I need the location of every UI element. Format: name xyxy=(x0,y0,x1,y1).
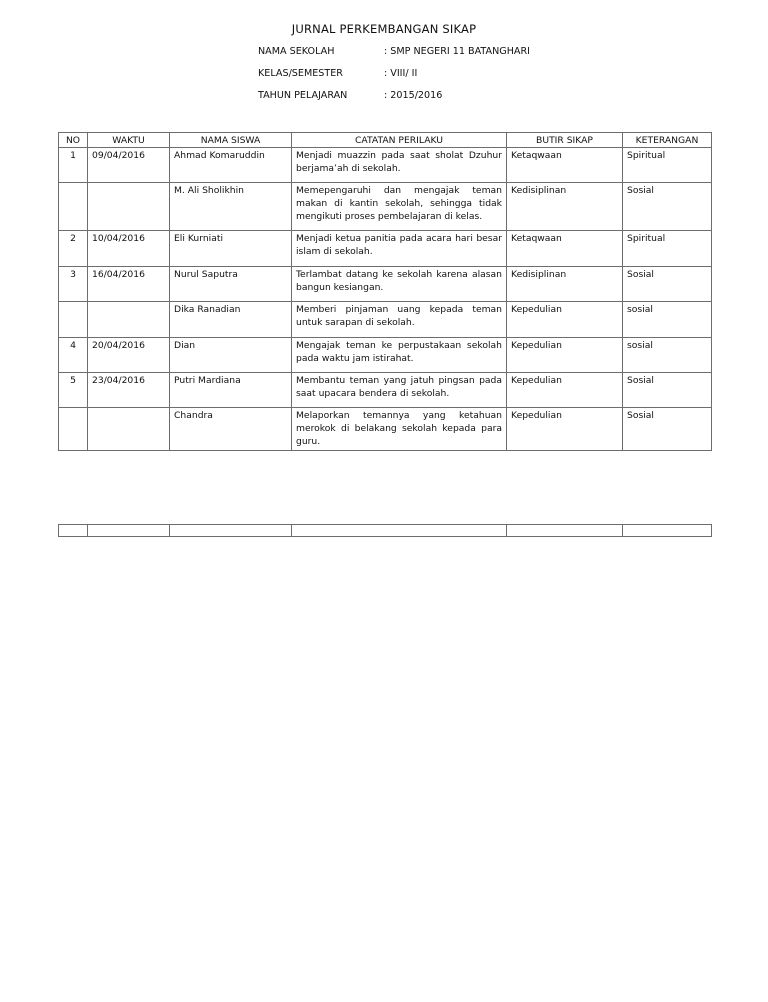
empty-cell xyxy=(88,525,170,537)
table-row xyxy=(59,373,712,408)
cell-nama-siswa: Chandra xyxy=(170,408,292,451)
table-row xyxy=(59,267,712,302)
table-header-row xyxy=(59,133,712,148)
cell-no xyxy=(59,302,88,338)
table-row xyxy=(59,408,712,451)
cell-keterangan: Sosial xyxy=(623,267,712,302)
table-row xyxy=(59,148,712,183)
cell-catatan-perilaku: Menjadi ketua panitia pada acara hari besar islam di sekolah. xyxy=(292,231,507,267)
column-header-catatan-perilaku: CATATAN PERILAKU xyxy=(292,133,507,148)
cell-keterangan: Sosial xyxy=(623,373,712,408)
empty-cell xyxy=(292,525,507,537)
info-label: NAMA SEKOLAH xyxy=(258,46,335,57)
cell-waktu: 23/04/2016 xyxy=(88,373,170,408)
cell-no: 2 xyxy=(59,231,88,267)
cell-butir-sikap: Kepedulian xyxy=(507,338,623,373)
column-header-waktu: WAKTU xyxy=(88,133,170,148)
empty-cell xyxy=(623,525,712,537)
empty-cell xyxy=(170,525,292,537)
cell-nama-siswa: Ahmad Komaruddin xyxy=(170,148,292,183)
cell-waktu xyxy=(88,408,170,451)
info-value: : VIII/ II xyxy=(384,68,418,79)
cell-no: 1 xyxy=(59,148,88,183)
cell-catatan-perilaku: Terlambat datang ke sekolah karena alasan bangun kesiangan. xyxy=(292,267,507,302)
column-header-keterangan: KETERANGAN xyxy=(623,133,712,148)
column-header-nama-siswa: NAMA SISWA xyxy=(170,133,292,148)
cell-keterangan: Spiritual xyxy=(623,148,712,183)
cell-butir-sikap: Kedisiplinan xyxy=(507,183,623,231)
cell-nama-siswa: Dika Ranadian xyxy=(170,302,292,338)
cell-no xyxy=(59,408,88,451)
cell-nama-siswa: Nurul Saputra xyxy=(170,267,292,302)
info-value: : 2015/2016 xyxy=(384,90,443,101)
table-row xyxy=(59,525,712,537)
table-row xyxy=(59,338,712,373)
info-value: : SMP NEGERI 11 BATANGHARI xyxy=(384,46,530,57)
table-row xyxy=(59,302,712,338)
cell-keterangan: Sosial xyxy=(623,183,712,231)
cell-keterangan: Sosial xyxy=(623,408,712,451)
column-header-no: NO xyxy=(59,133,88,148)
cell-waktu xyxy=(88,302,170,338)
column-header-butir-sikap: BUTIR SIKAP xyxy=(507,133,623,148)
cell-butir-sikap: Kepedulian xyxy=(507,302,623,338)
cell-nama-siswa: Putri Mardiana xyxy=(170,373,292,408)
cell-no: 5 xyxy=(59,373,88,408)
cell-nama-siswa: M. Ali Sholikhin xyxy=(170,183,292,231)
cell-no: 4 xyxy=(59,338,88,373)
cell-catatan-perilaku: Memepengaruhi dan mengajak teman makan di kantin sekolah, sehingga tidak mengikuti proses pembelajaran di kelas. xyxy=(292,183,507,231)
document-title: JURNAL PERKEMBANGAN SIKAP xyxy=(291,22,477,36)
cell-butir-sikap: Ketaqwaan xyxy=(507,231,623,267)
cell-keterangan: sosial xyxy=(623,338,712,373)
empty-table-row xyxy=(58,524,712,537)
journal-table xyxy=(58,132,712,451)
info-label: TAHUN PELAJARAN xyxy=(258,90,348,101)
cell-butir-sikap: Kepedulian xyxy=(507,408,623,451)
cell-waktu: 09/04/2016 xyxy=(88,148,170,183)
cell-catatan-perilaku: Menjadi muazzin pada saat sholat Dzuhur berjama’ah di sekolah. xyxy=(292,148,507,183)
table-row xyxy=(59,183,712,231)
cell-catatan-perilaku: Memberi pinjaman uang kepada teman untuk sarapan di sekolah. xyxy=(292,302,507,338)
cell-no xyxy=(59,183,88,231)
cell-waktu xyxy=(88,183,170,231)
cell-keterangan: Spiritual xyxy=(623,231,712,267)
cell-catatan-perilaku: Membantu teman yang jatuh pingsan pada saat upacara bendera di sekolah. xyxy=(292,373,507,408)
cell-catatan-perilaku: Melaporkan temannya yang ketahuan merokok di belakang sekolah kepada para guru. xyxy=(292,408,507,451)
cell-no: 3 xyxy=(59,267,88,302)
cell-keterangan: sosial xyxy=(623,302,712,338)
empty-cell xyxy=(59,525,88,537)
info-label: KELAS/SEMESTER xyxy=(258,68,343,79)
cell-butir-sikap: Ketaqwaan xyxy=(507,148,623,183)
empty-cell xyxy=(507,525,623,537)
cell-nama-siswa: Dian xyxy=(170,338,292,373)
table-row xyxy=(59,231,712,267)
cell-butir-sikap: Kedisiplinan xyxy=(507,267,623,302)
cell-waktu: 10/04/2016 xyxy=(88,231,170,267)
cell-catatan-perilaku: Mengajak teman ke perpustakaan sekolah pada waktu jam istirahat. xyxy=(292,338,507,373)
cell-waktu: 20/04/2016 xyxy=(88,338,170,373)
cell-butir-sikap: Kepedulian xyxy=(507,373,623,408)
cell-nama-siswa: Eli Kurniati xyxy=(170,231,292,267)
cell-waktu: 16/04/2016 xyxy=(88,267,170,302)
